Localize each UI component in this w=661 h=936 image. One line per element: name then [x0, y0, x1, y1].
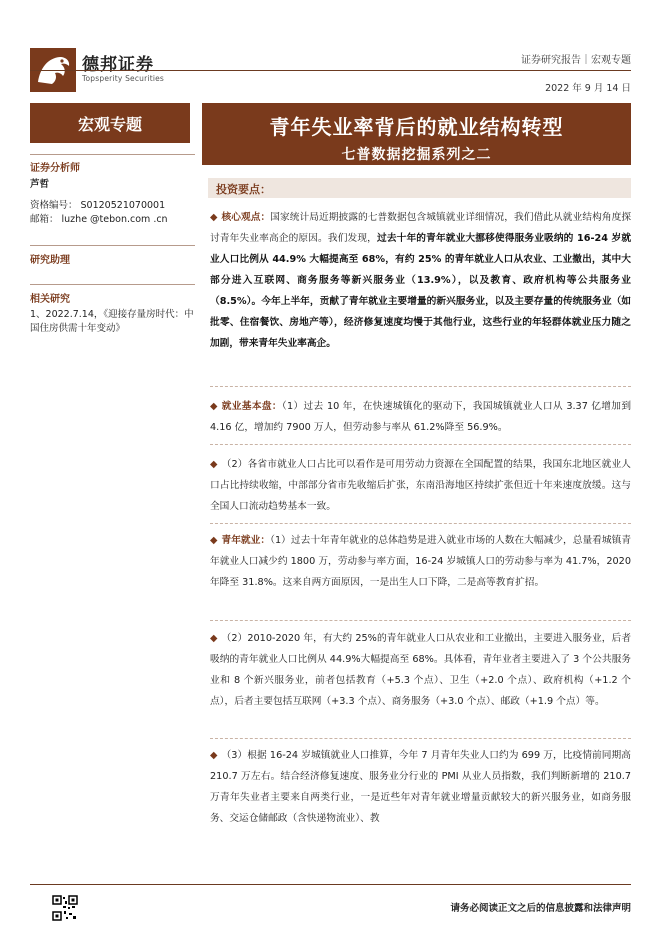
paragraph-unemployment-estimate — [210, 745, 631, 837]
legal-disclaimer: 请务必阅读正文之后的信息披露和法律声明 — [450, 903, 631, 914]
assistant-heading: 研究助理 — [30, 255, 70, 266]
sidebar-divider — [30, 154, 195, 155]
paragraph-service-shift — [210, 628, 631, 712]
title-banner — [202, 103, 631, 165]
related-item-cont[interactable]: 国住房供需十年变动》 — [30, 323, 126, 334]
report-type: 证券研究报告｜宏观专题 — [521, 55, 631, 66]
paragraph-core-view — [210, 207, 631, 354]
sidebar-divider — [30, 245, 195, 246]
related-item[interactable]: 1、2022.7.14，《迎接存量房时代：中 — [30, 309, 194, 320]
company-name-en: Topsperity Securities — [82, 74, 165, 83]
paragraph-text: （2）2010-2020 年，有大约 25%的青年就业人口从农业和工业撤出，主要进入服务业，后者吸纳的青年就业人口比例从 44.9%大幅提高至 68%。具体看，青年业者主要进入了 3 个公共服务业和 8 个新兴服务业，前者包括教育（+5.3 个点）、卫生（+2.0 个点）、政府机构（+1.2 个点），后者主要包括互联网（+3.3 个点）、商务服务（+3.0 个点）、邮政（+1.9 个点）等。 — [210, 633, 632, 707]
section-title: 投资要点： — [216, 183, 271, 196]
qr-code-icon — [52, 895, 78, 921]
company-name: 德邦证券 — [82, 55, 154, 75]
paragraph-label: 青年就业： — [221, 535, 271, 546]
analyst-name: 芦哲 — [30, 179, 50, 190]
report-subtitle: 七普数据挖掘系列之二 — [341, 147, 492, 163]
footer-divider — [30, 884, 631, 885]
paragraph-divider — [210, 523, 631, 524]
paragraph-provinces — [210, 454, 631, 517]
analyst-email[interactable]: 邮箱： luzhe @tebon.com .cn — [30, 214, 168, 225]
paragraph-divider — [210, 738, 631, 739]
bullet-icon: ◆ — [210, 750, 218, 761]
report-title: 青年失业率背后的就业结构转型 — [269, 115, 564, 139]
paragraph-text: 国家统计局近期披露的七普数据包含城镇就业详细情况，我们借此从就业结构角度探讨青年失业率高企的原因。我们发现， — [210, 212, 632, 244]
paragraph-employment-base — [210, 396, 631, 438]
bullet-icon: ◆ — [210, 633, 218, 644]
header-divider — [30, 70, 631, 71]
bullet-icon: ◆ — [210, 535, 218, 546]
related-heading: 相关研究 — [30, 294, 70, 305]
bullet-icon: ◆ — [210, 212, 218, 223]
bullet-icon: ◆ — [210, 459, 218, 470]
analyst-cert: 资格编号： S0120521070001 — [30, 200, 166, 211]
bullet-icon: ◆ — [210, 401, 218, 412]
paragraph-youth-employment — [210, 530, 631, 593]
paragraph-text: （3）根据 16-24 岁城镇就业人口推算，今年 7 月青年失业人口约为 699 万，比疫情前同期高 210.7 万左右。结合经济修复速度、服务业分行业的 PMI 从业人员指数，我们判断新增的 210.7 万青年失业者主要来自两类行业，一是近些年对青年就业增量贡献较大的新兴服务业，如商务服务、交运仓储邮政（含快递物流业）、教 — [210, 750, 631, 824]
paragraph-divider — [210, 620, 631, 621]
section-header — [208, 178, 631, 198]
report-date: 2022 年 9 月 14 日 — [545, 83, 631, 94]
paragraph-text: （2）各省市就业人口占比可以看作是可用劳动力资源在全国配置的结果，我国东北地区就业人口占比持续收缩，中部部分省市先收缩后扩张，东南沿海地区持续扩张但近十年来速度放缓。这与全国人口流动趋势基本一致。 — [210, 459, 631, 512]
paragraph-divider — [210, 386, 631, 387]
sidebar-divider — [30, 284, 195, 285]
paragraph-text: （1）过去 10 年，在快速城镇化的驱动下，我国城镇就业人口从 3.37 亿增加到 4.16 亿，增加约 7900 万人，但劳动参与率从 61.2%降至 56.9%。 — [210, 401, 632, 433]
paragraph-label: 核心观点： — [221, 212, 271, 223]
paragraph-divider — [210, 444, 631, 445]
paragraph-text: （1）过去十年青年就业的总体趋势是进入就业市场的人数在大幅减少，总量看城镇青年就业人口减少约 1800 万，劳动参与率方面，16-24 岁城镇人口的劳动参与率为 41.7%，2020 年降至 31.8%。这来自两方面原因，一是出生人口下降，二是高等教育扩招。 — [210, 535, 632, 588]
analyst-heading: 证券分析师 — [30, 163, 80, 174]
category-banner: 宏观专题 — [30, 103, 190, 143]
paragraph-bold-text: 过去十年的青年就业大挪移使得服务业吸纳的 16-24 岁就业人口比例从 44.9% 大幅提高至 68%，有约 25% 的青年就业人口从农业、工业撤出，其中大部分进入互联网、商务服务等新兴服务业（13.9%），以及教育、政府机构等公共服务业（8.5%）。今年上半年，贡献了青年就业主要增量的新兴服务业，以及主要存量的传统服务业（如批零、住宿餐饮、房地产等），经济修复速度均慢于其他行业，这些行业的年轻群体就业压力随之加剧，带来青年失业率高企。 — [210, 233, 632, 349]
paragraph-label: 就业基本盘： — [221, 401, 282, 412]
